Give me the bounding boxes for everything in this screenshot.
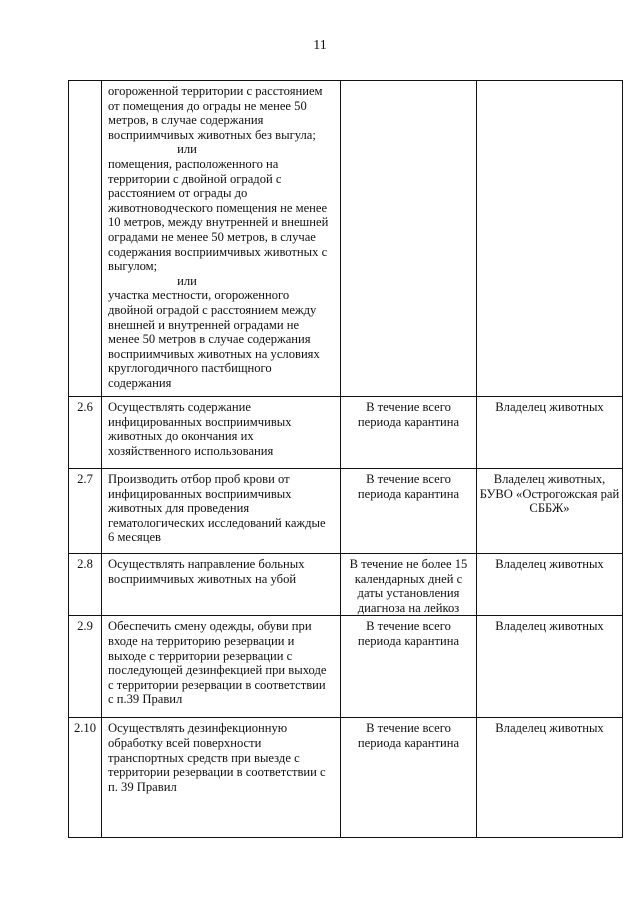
action-line: с территории резервации в соответствии bbox=[108, 677, 326, 692]
action-line: хозяйственного использования bbox=[108, 443, 274, 458]
term-cell bbox=[341, 81, 477, 397]
action-line: Обеспечить смену одежды, обуви при bbox=[108, 619, 312, 634]
table-row bbox=[69, 616, 623, 718]
row-number: 2.7 bbox=[69, 469, 102, 554]
responsible-cell: Владелец животных bbox=[477, 718, 623, 838]
action-line: выходе с территории резервации с bbox=[108, 648, 293, 663]
table-row bbox=[69, 718, 623, 838]
term-cell: В течение всего периода карантина bbox=[341, 469, 477, 554]
action-line: инфицированных восприимчивых bbox=[108, 486, 292, 501]
action-line: содержания восприимчивых животных с bbox=[108, 244, 328, 259]
row-number: 2.6 bbox=[69, 397, 102, 469]
row-number: 2.9 bbox=[69, 616, 102, 718]
action-cell bbox=[102, 554, 341, 616]
action-line: восприимчивых животных на условиях bbox=[108, 346, 320, 361]
table-row bbox=[69, 81, 623, 397]
action-line: оградами не менее 50 метров, в случае bbox=[108, 229, 316, 244]
table-row bbox=[69, 397, 623, 469]
action-cell bbox=[102, 469, 341, 554]
action-cell bbox=[102, 81, 341, 397]
action-line: Производить отбор проб крови от bbox=[108, 472, 290, 486]
action-line: метров, в случае содержания bbox=[108, 113, 264, 128]
responsible-cell: Владелец животных bbox=[477, 397, 623, 469]
row-number: 2.10 bbox=[69, 718, 102, 838]
action-line: внешней и внутренней оградами не bbox=[108, 317, 300, 332]
action-line: п. 39 Правил bbox=[108, 779, 177, 794]
responsible-cell: Владелец животных bbox=[477, 616, 623, 718]
action-line: Осуществлять дезинфекционную bbox=[108, 721, 288, 736]
action-line: восприимчивых животных на убой bbox=[108, 571, 297, 586]
action-line: гематологических исследований каждые bbox=[108, 515, 326, 530]
action-line: от помещения до ограды не менее 50 bbox=[108, 98, 307, 113]
action-line: менее 50 метров в случае содержания bbox=[108, 332, 311, 347]
action-line: инфицированных восприимчивых bbox=[108, 414, 292, 429]
table-row bbox=[69, 554, 623, 616]
table-row bbox=[69, 469, 623, 554]
action-line: помещения, расположенного на bbox=[108, 156, 279, 171]
action-line: или bbox=[177, 142, 197, 157]
responsible-cell: Владелец животных, БУВО «Острогожская рай СББЖ» bbox=[477, 469, 623, 554]
action-line: животных для проведения bbox=[108, 501, 250, 516]
action-line: Осуществлять содержание bbox=[108, 400, 251, 414]
responsible-cell bbox=[477, 81, 623, 397]
row-number bbox=[69, 81, 102, 397]
page-number: 11 bbox=[313, 38, 327, 53]
action-line: животных до окончания их bbox=[108, 429, 254, 444]
action-line: 10 метров, между внутренней и внешней bbox=[108, 215, 329, 230]
action-line: территории с двойной оградой с bbox=[108, 171, 282, 186]
action-line: выгулом; bbox=[108, 259, 158, 274]
term-cell: В течение не более 15 календарных дней с даты установления диагноза на лейкоз bbox=[341, 554, 477, 616]
action-line: входе на территорию резервации и bbox=[108, 633, 295, 648]
action-line: двойной оградой с расстоянием между bbox=[108, 302, 317, 317]
action-line: восприимчивых животных без выгула; bbox=[108, 127, 316, 142]
action-line: животноводческого помещения не менее bbox=[108, 200, 328, 215]
action-line: транспортных средств при выезде с bbox=[108, 750, 300, 765]
action-line: 6 месяцев bbox=[108, 530, 161, 545]
quarantine-measures-table bbox=[68, 80, 623, 838]
action-cell bbox=[102, 616, 341, 718]
action-line: или bbox=[177, 273, 197, 288]
action-line: огороженной территории с расстоянием bbox=[108, 84, 323, 98]
action-cell bbox=[102, 718, 341, 838]
action-line: с п.39 Правил bbox=[108, 692, 183, 707]
responsible-cell: Владелец животных bbox=[477, 554, 623, 616]
action-line: участка местности, огороженного bbox=[108, 288, 290, 303]
action-cell bbox=[102, 397, 341, 469]
action-line: обработку всей поверхности bbox=[108, 735, 262, 750]
action-line: содержания bbox=[108, 375, 172, 390]
term-cell: В течение всего периода карантина bbox=[341, 718, 477, 838]
term-cell: В течение всего периода карантина bbox=[341, 397, 477, 469]
row-number: 2.8 bbox=[69, 554, 102, 616]
action-line: последующей дезинфекцией при выходе bbox=[108, 663, 327, 678]
term-cell: В течение всего периода карантина bbox=[341, 616, 477, 718]
action-line: расстоянием от ограды до bbox=[108, 186, 248, 201]
action-line: территории резервации в соответствии с bbox=[108, 765, 326, 780]
action-line: Осуществлять направление больных bbox=[108, 557, 305, 571]
action-line: круглогодичного пастбищного bbox=[108, 361, 272, 376]
